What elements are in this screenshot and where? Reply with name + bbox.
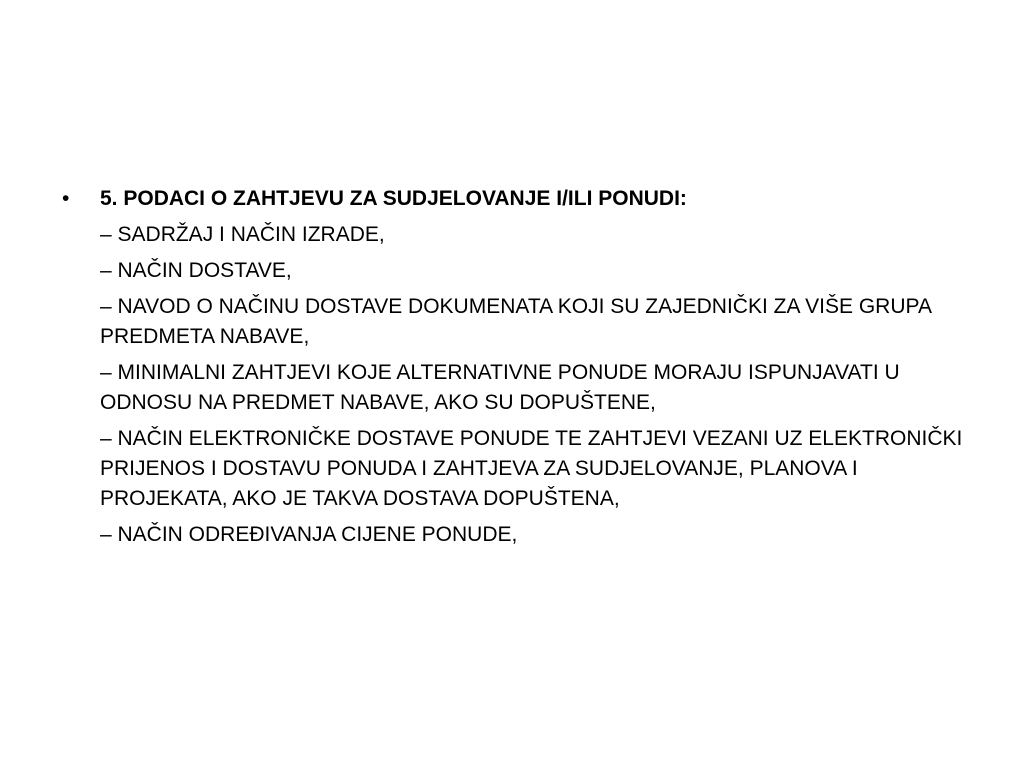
list-item: – SADRŽAJ I NAČIN IZRADE, [100, 223, 385, 246]
section-heading: 5. PODACI O ZAHTJEVU ZA SUDJELOVANJE I/ILI PONUDI: [100, 187, 687, 210]
bullet-marker: • [62, 187, 70, 210]
list-item: – NAČIN ODREĐIVANJA CIJENE PONUDE, [100, 523, 518, 546]
list-item: – NAVOD O NAČINU DOSTAVE DOKUMENATA KOJI SU ZAJEDNIČKI ZA VIŠE GRUPA PREDMETA NABAVE, [100, 295, 931, 348]
list-item: – MINIMALNI ZAHTJEVI KOJE ALTERNATIVNE PONUDE MORAJU ISPUNJAVATI U ODNOSU NA PREDMET NABAVE, AKO SU DOPUŠTENE, [100, 361, 900, 414]
slide-content [62, 184, 972, 556]
list-item: – NAČIN DOSTAVE, [100, 259, 292, 282]
item-list [100, 220, 972, 550]
bullet-heading-row [62, 184, 972, 214]
list-item: – NAČIN ELEKTRONIČKE DOSTAVE PONUDE TE ZAHTJEVI VEZANI UZ ELEKTRONIČKI PRIJENOS I DOSTAVU PONUDA I ZAHTJEVA ZA SUDJELOVANJE, PLANOVA I PROJEKATA, AKO JE TAKVA DOSTAVA DOPUŠTENA, [100, 427, 963, 510]
